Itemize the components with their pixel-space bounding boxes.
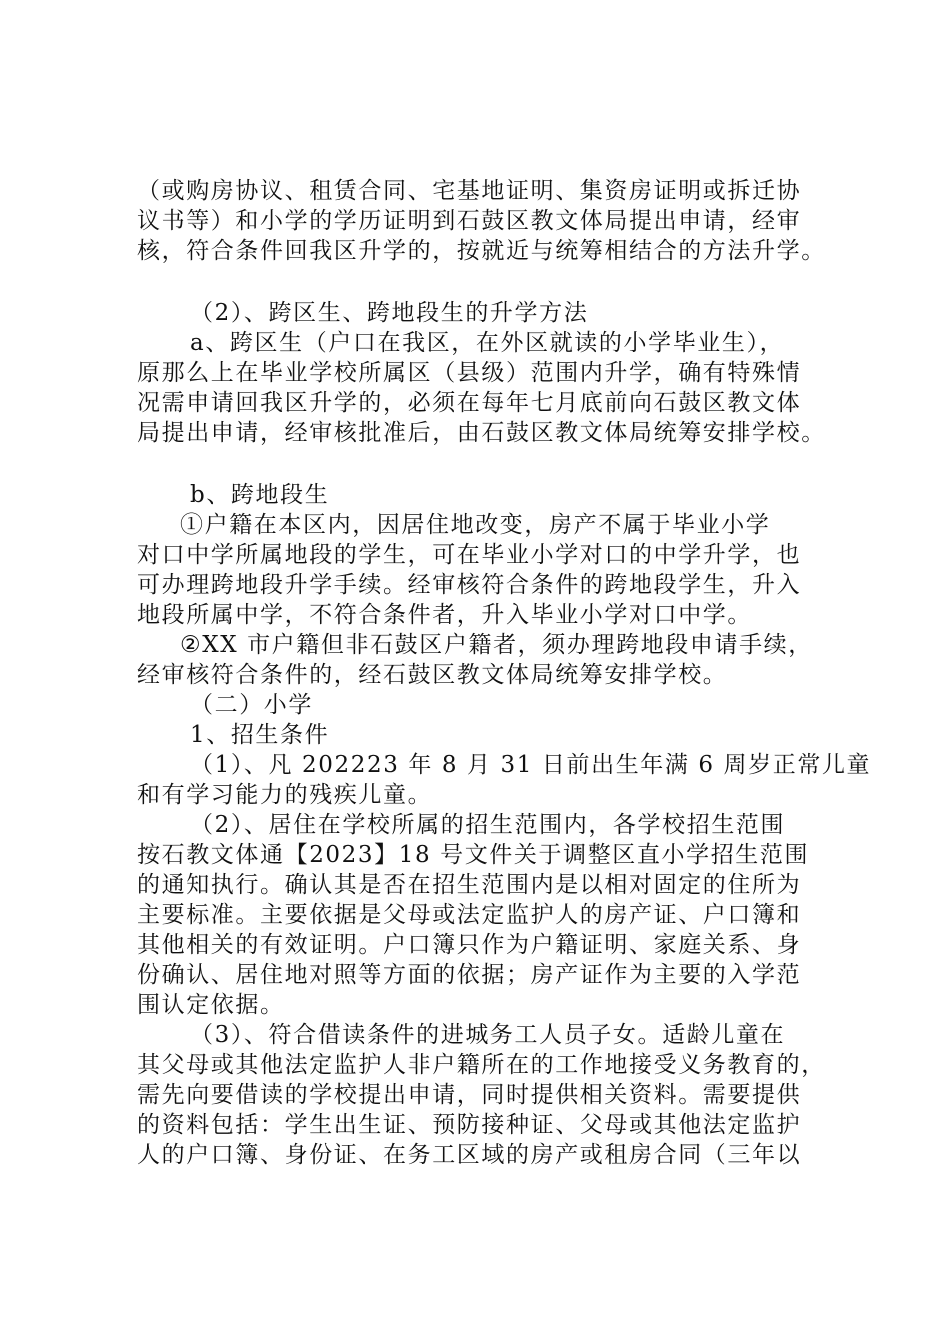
text-line: 需先向要借读的学校提出申请，同时提供相关资料。需要提供 [137,1082,802,1108]
text-line: 其父母或其他法定监护人非户籍所在的工作地接受义务教育的， [137,1052,826,1078]
section-heading: b、跨地段生 [190,482,330,508]
text-line: （3）、符合借读条件的进城务工人员子女。适龄儿童在 [190,1022,786,1048]
text-line: （2）、居住在学校所属的招生范围内，各学校招生范围 [190,812,786,838]
text-line: 经审核符合条件的，经石鼓区教文体局统筹安排学校。 [137,662,728,688]
text-line: 地段所属中学，不符合条件者，升入毕业小学对口中学。 [137,602,752,628]
text-line: 按石教文体通【2023】18 号文件关于调整区直小学招生范围 [137,842,810,868]
text-line: 局提出申请，经审核批准后，由石鼓区教文体局统筹安排学校。 [137,420,826,446]
text-line: 份确认、居住地对照等方面的依据；房产证作为主要的入学范 [137,962,802,988]
text-line: 的通知执行。确认其是否在招生范围内是以相对固定的住所为 [137,872,802,898]
text-line: （1）、凡 202223 年 8 月 31 日前出生年满 6 周岁正常儿童 [190,752,872,778]
text-line: 围认定依据。 [137,992,285,1018]
text-line: 核，符合条件回我区升学的，按就近与统筹相结合的方法升学。 [137,238,826,264]
text-line: （或购房协议、租赁合同、宅基地证明、集资房证明或拆迁协 [137,178,802,204]
text-line: ①户籍在本区内，因居住地改变，房产不属于毕业小学 [180,512,771,538]
text-line: a、跨区生（户口在我区，在外区就读的小学毕业生）， [190,330,785,356]
section-heading: （二）小学 [190,692,313,718]
section-heading: （2）、跨区生、跨地段生的升学方法 [190,300,589,326]
text-line: 议书等）和小学的学历证明到石鼓区教文体局提出申请，经审 [137,208,802,234]
section-heading: 1、招生条件 [190,722,330,748]
text-line: 和有学习能力的残疾儿童。 [137,782,433,808]
text-line: 原那么上在毕业学校所属区（县级）范围内升学，确有特殊情 [137,360,802,386]
text-line: ②XX 市户籍但非石鼓区户籍者，须办理跨地段申请手续， [180,632,813,658]
text-line: 况需申请回我区升学的，必须在每年七月底前向石鼓区教文体 [137,390,802,416]
text-line: 的资料包括：学生出生证、预防接种证、父母或其他法定监护 [137,1112,802,1138]
text-line: 人的户口簿、身份证、在务工区域的房产或租房合同（三年以 [137,1142,802,1168]
text-line: 其他相关的有效证明。户口簿只作为户籍证明、家庭关系、身 [137,932,802,958]
text-line: 主要标准。主要依据是父母或法定监护人的房产证、户口簿和 [137,902,802,928]
text-line: 对口中学所属地段的学生，可在毕业小学对口的中学升学，也 [137,542,802,568]
text-line: 可办理跨地段升学手续。经审核符合条件的跨地段学生，升入 [137,572,802,598]
